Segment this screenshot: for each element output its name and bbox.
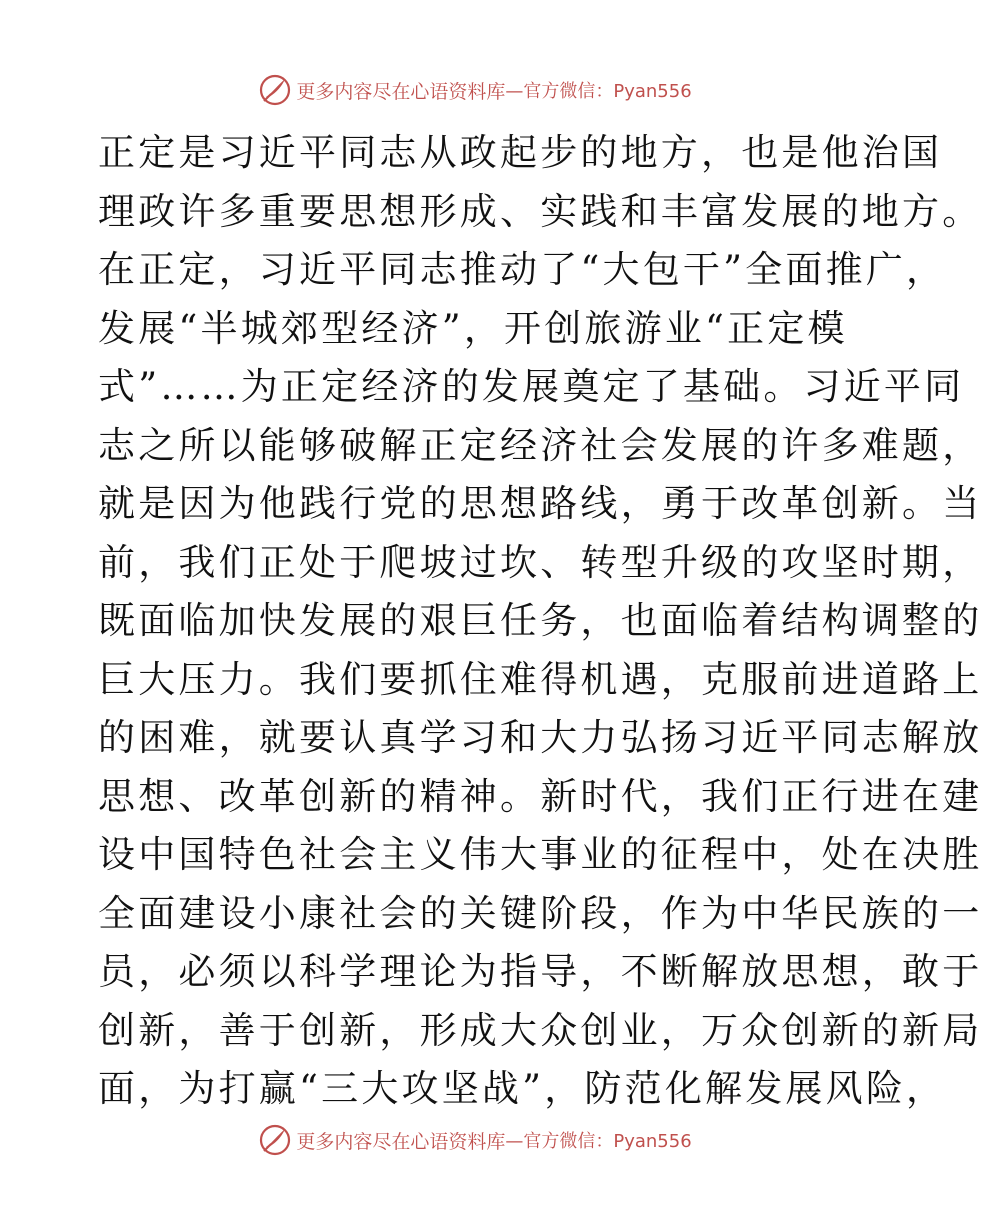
footer-watermark bbox=[0, 1122, 950, 1158]
text-line: 正定是习近平同志从政起步的地方，也是他治国 bbox=[98, 131, 943, 174]
header-watermark bbox=[0, 72, 950, 108]
text-line: 既面临加快发展的艰巨任务，也面临着结构调整的 bbox=[98, 599, 982, 642]
text-line: 发展“半城郊型经济”，开创旅游业“正定模 bbox=[98, 306, 848, 350]
text-line: 巨大压力。我们要抓住难得机遇，克服前进道路上 bbox=[98, 657, 982, 701]
watermark-contact: —官方微信：Pyan556 bbox=[505, 81, 692, 102]
watermark-brand: 更多内容尽在心语资料库 bbox=[296, 80, 506, 103]
text-line: 设中国特色社会主义伟大事业的征程中，处在决胜 bbox=[98, 833, 982, 876]
text-line: 志之所以能够破解正定经济社会发展的许多难题， bbox=[98, 423, 982, 467]
watermark-brand: 更多内容尽在心语资料库 bbox=[296, 1130, 506, 1153]
text-line: 式”……为正定经济的发展奠定了基础。习近平同 bbox=[98, 365, 965, 408]
text-line: 面，为打赢“三大攻坚战”，防范化解发展风险， bbox=[98, 1067, 947, 1110]
text-line: 的困难，就要认真学习和大力弘扬习近平同志解放 bbox=[98, 716, 982, 759]
text-line: 在正定，习近平同志推动了“大包干”全面推广， bbox=[98, 248, 947, 291]
document-body bbox=[98, 124, 982, 1119]
text-line: 创新，善于创新，形成大众创业，万众创新的新局 bbox=[98, 1008, 982, 1052]
feather-pen-logo-icon bbox=[258, 1123, 292, 1157]
text-line: 全面建设小康社会的关键阶段，作为中华民族的一 bbox=[98, 891, 982, 935]
text-line: 前，我们正处于爬坡过坎、转型升级的攻坚时期， bbox=[98, 540, 982, 584]
text-line: 思想、改革创新的精神。新时代，我们正行进在建 bbox=[98, 774, 982, 818]
feather-pen-logo-icon bbox=[258, 73, 292, 107]
watermark-contact: —官方微信：Pyan556 bbox=[505, 1131, 692, 1152]
text-line: 员，必须以科学理论为指导，不断解放思想，敢于 bbox=[98, 950, 982, 993]
text-line: 理政许多重要思想形成、实践和丰富发展的地方。 bbox=[98, 189, 982, 233]
text-line: 就是因为他践行党的思想路线，勇于改革创新。当 bbox=[98, 482, 982, 525]
